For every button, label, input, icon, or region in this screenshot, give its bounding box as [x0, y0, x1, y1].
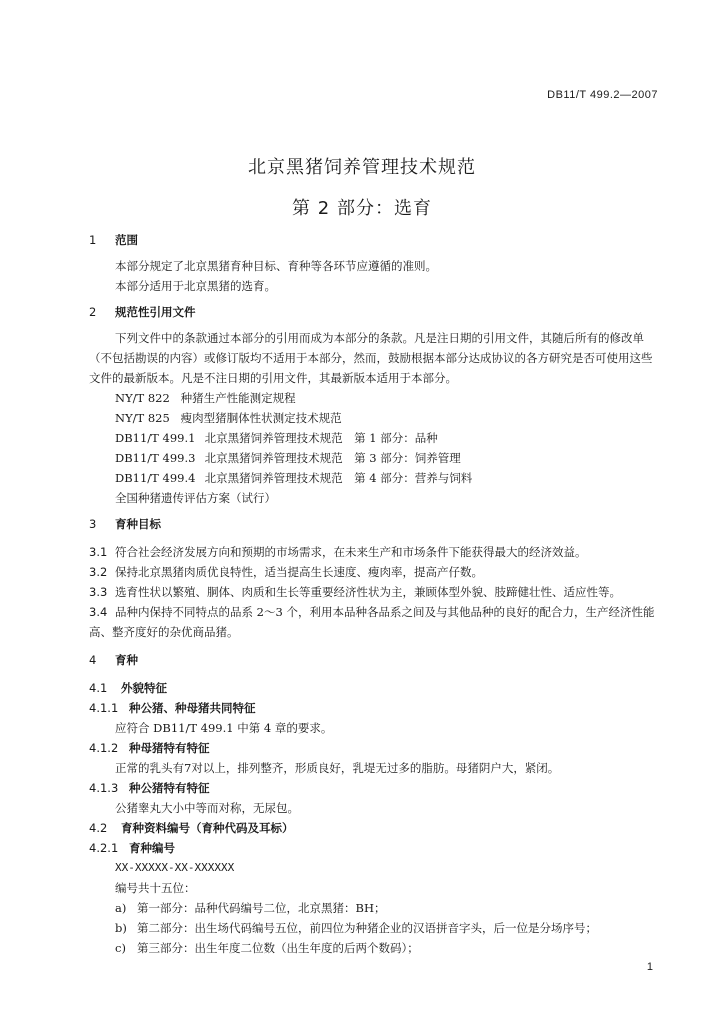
list-marker: c)	[115, 941, 126, 955]
subsection-4-1-2-heading	[89, 738, 657, 758]
document-body	[89, 230, 657, 958]
section-number: 4.1.3	[89, 781, 119, 795]
clause-3-2	[89, 562, 657, 582]
clause-3-3	[89, 582, 657, 602]
section-title: 育种	[115, 653, 138, 667]
list-item	[89, 918, 657, 938]
clause-text: 品种内保持不同特点的品系 2～3 个，利用本品种各品系之间及与其他品种的良好的配合力，生产经济性能高、整齐度好的杂优商品猪。	[89, 605, 655, 639]
paragraph: 本部分适用于北京黑猪的选育。	[115, 279, 276, 293]
clause-3-4	[89, 602, 657, 642]
reference-item	[115, 408, 657, 428]
reference-item	[115, 448, 657, 468]
section-1-heading	[89, 230, 657, 250]
section-title: 育种资料编号（育种代码及耳标）	[121, 821, 294, 835]
list-marker: b)	[115, 921, 127, 935]
reference-item	[115, 468, 657, 488]
subsection-4-1-1-heading	[89, 698, 657, 718]
clause-3-1	[89, 542, 657, 562]
paragraph: 公猪睾丸大小中等而对称，无尿包。	[115, 801, 299, 815]
section-title: 育种编号	[129, 841, 175, 855]
clause-number: 3.2	[89, 565, 108, 579]
section-title: 育种目标	[115, 517, 161, 531]
reference-code: DB11/T 499.3	[115, 451, 196, 465]
section-number: 1	[89, 233, 97, 247]
list-marker: a)	[115, 901, 127, 915]
section-title: 范围	[115, 233, 138, 247]
section-number: 4.1.1	[89, 701, 119, 715]
section-title: 外貌特征	[121, 681, 167, 695]
list-item	[89, 898, 657, 918]
document-title: 北京黑猪饲养管理技术规范	[248, 157, 476, 178]
reference-title: 北京黑猪饲养管理技术规范 第 1 部分：品种	[204, 431, 438, 445]
clause-number: 3.1	[89, 545, 108, 559]
paragraph: 本部分规定了北京黑猪育种目标、育种等各环节应遵循的准则。	[115, 259, 437, 273]
code-pattern: XX-XXXXX-XX-XXXXXX	[115, 861, 235, 874]
list-item	[89, 938, 657, 958]
section-2-heading	[89, 302, 657, 322]
section-title: 规范性引用文件	[115, 305, 196, 319]
reference-item	[115, 388, 657, 408]
reference-code: NY/T 825	[115, 411, 170, 425]
paragraph: 应符合 DB11/T 499.1 中第 4 章的要求。	[115, 721, 333, 735]
section-number: 4	[89, 653, 97, 667]
reference-title: 瘦肉型猪胴体性状测定技术规范	[180, 411, 342, 425]
list-text: 第三部分：出生年度二位数（出生年度的后两个数码）；	[137, 941, 419, 955]
section-number: 2	[89, 305, 97, 319]
section-number: 4.1.2	[89, 741, 119, 755]
paragraph: 编号共十五位：	[115, 881, 196, 895]
page-number: 1	[646, 961, 653, 973]
section-number: 3	[89, 517, 97, 531]
reference-code: NY/T 822	[115, 391, 170, 405]
reference-title: 北京黑猪饲养管理技术规范 第 4 部分：营养与饲料	[204, 471, 473, 485]
list-text: 第二部分：出生场代码编号五位，前四位为种猪企业的汉语拼音字头，后一位是分场序号；	[137, 921, 597, 935]
section-3-heading	[89, 514, 657, 534]
subsection-4-1-heading	[89, 678, 657, 698]
reference-title: 种猪生产性能测定规程	[180, 391, 296, 405]
subsection-4-1-3-heading	[89, 778, 657, 798]
section-title: 种公猪特有特征	[129, 781, 210, 795]
paragraph: 下列文件中的条款通过本部分的引用而成为本部分的条款。凡是注日期的引用文件，其随后所有的修改单（不包括勘误的内容）或修订版均不适用于本部分，然而，鼓励根据本部分达成协议的各方研究是否可使用这些文件的最新版本。凡是不注日期的引用文件，其最新版本适用于本部分。	[89, 331, 653, 385]
subsection-4-2-1-heading	[89, 838, 657, 858]
clause-number: 3.4	[89, 605, 108, 619]
reference-title: 北京黑猪饲养管理技术规范 第 3 部分：饲养管理	[204, 451, 461, 465]
section-title: 种公猪、种母猪共同特征	[129, 701, 256, 715]
clause-text: 保持北京黑猪肉质优良特性，适当提高生长速度、瘦肉率，提高产仔数。	[115, 565, 483, 579]
standard-code: DB11/T 499.2—2007	[547, 89, 658, 101]
paragraph: 正常的乳头有7对以上，排列整齐，形质良好，乳堤无过多的脂肪。母猪阴户大，紧闭。	[115, 761, 560, 775]
reference-item: 全国种猪遗传评估方案（试行）	[115, 491, 276, 505]
reference-code: DB11/T 499.4	[115, 471, 196, 485]
reference-code: DB11/T 499.1	[115, 431, 196, 445]
section-4-heading	[89, 650, 657, 670]
clause-text: 选育性状以繁殖、胴体、肉质和生长等重要经济性状为主，兼顾体型外貌、肢蹄健壮性、适应性等。	[115, 585, 621, 599]
list-text: 第一部分：品种代码编号二位，北京黑猪：BH；	[137, 901, 386, 915]
clause-number: 3.3	[89, 585, 108, 599]
clause-text: 符合社会经济发展方向和预期的市场需求，在未来生产和市场条件下能获得最大的经济效益。	[115, 545, 587, 559]
document-subtitle: 第 2 部分：选育	[292, 198, 432, 219]
section-title: 种母猪特有特征	[129, 741, 210, 755]
subsection-4-2-heading	[89, 818, 657, 838]
section-number: 4.2.1	[89, 841, 119, 855]
section-number: 4.1	[89, 681, 108, 695]
reference-item	[115, 428, 657, 448]
section-number: 4.2	[89, 821, 108, 835]
